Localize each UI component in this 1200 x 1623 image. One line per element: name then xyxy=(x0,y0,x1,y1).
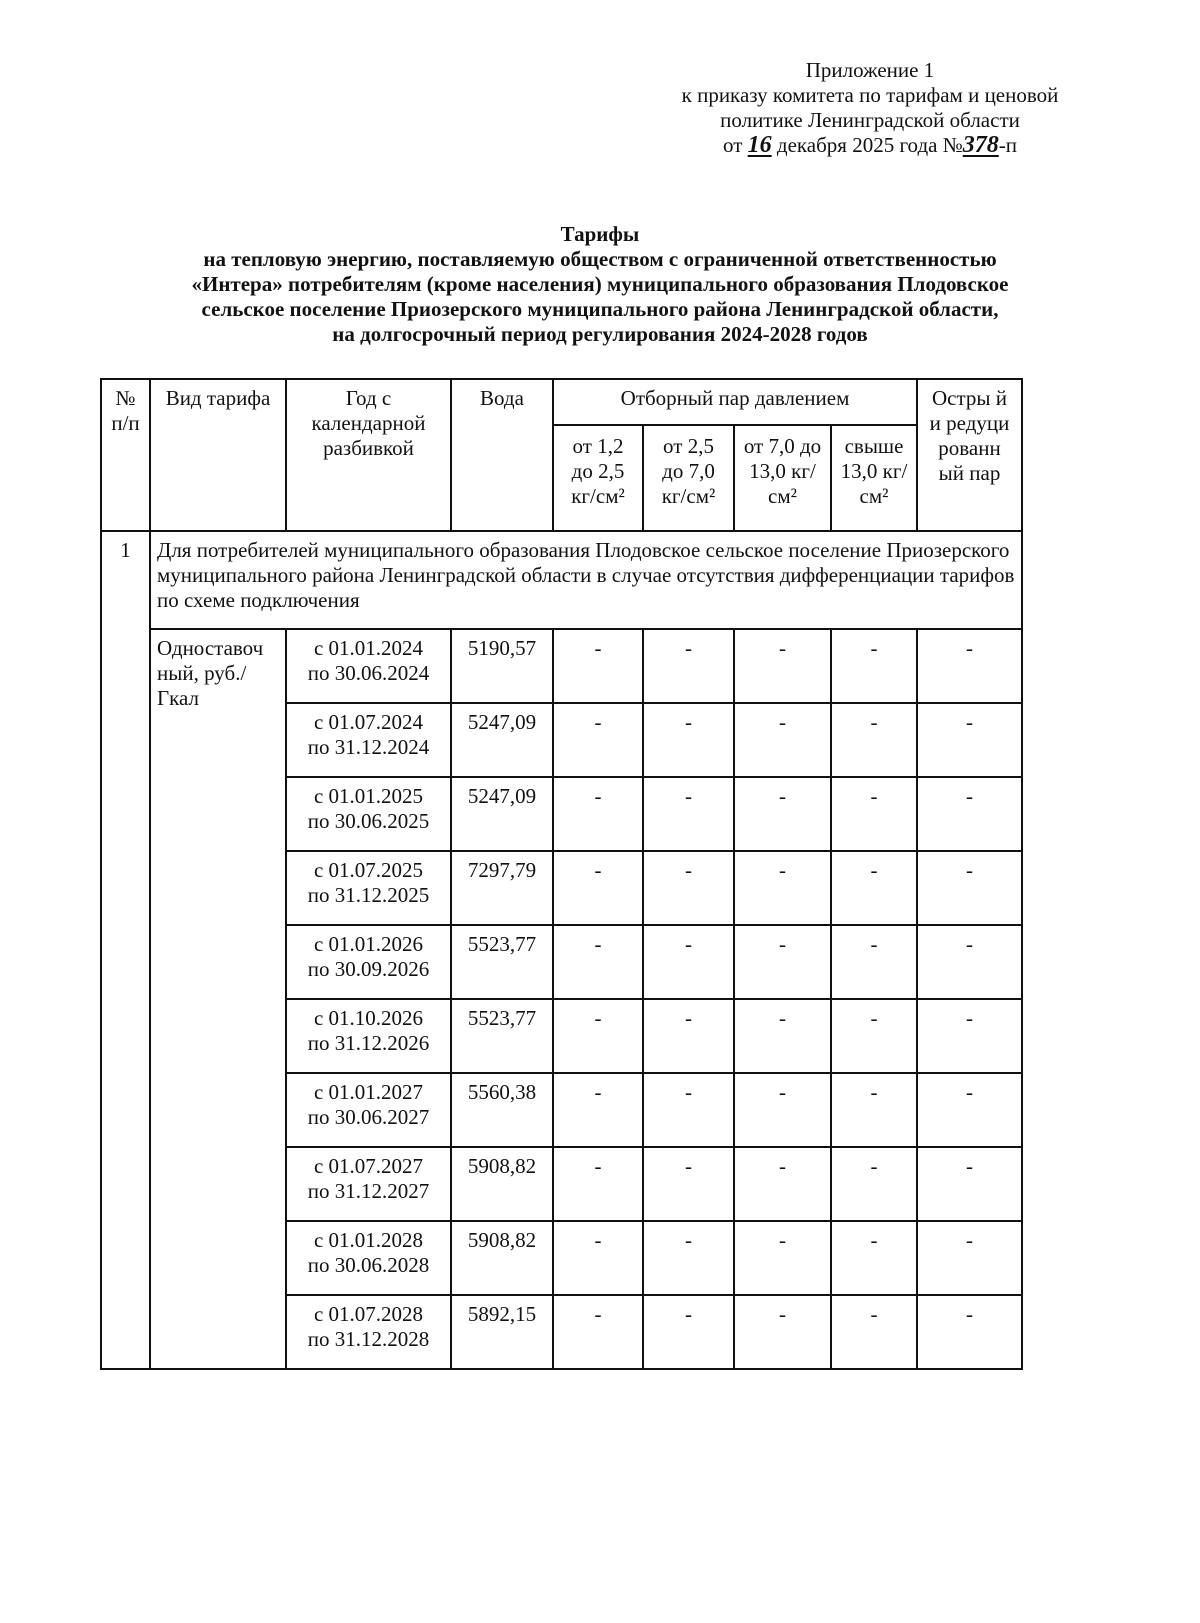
header-pressure-4: свыше 13,0 кг/см² xyxy=(831,425,917,531)
appendix-date-text: декабря 2025 года № xyxy=(776,133,963,157)
empty-value-cell: - xyxy=(643,629,734,703)
empty-value-cell: - xyxy=(553,703,643,777)
empty-value-cell: - xyxy=(831,703,917,777)
empty-value-cell: - xyxy=(831,1147,917,1221)
empty-value-cell: - xyxy=(643,925,734,999)
period-cell xyxy=(286,703,451,777)
title-line-1: на тепловую энергию, поставляемую обществом с ограниченной ответственностью xyxy=(203,247,997,271)
header-pressure-3: от 7,0 до 13,0 кг/см² xyxy=(734,425,831,531)
period-cell xyxy=(286,1073,451,1147)
document-title xyxy=(100,222,1100,347)
empty-value-cell: - xyxy=(917,1147,1022,1221)
water-tariff-cell: 5247,09 xyxy=(451,777,553,851)
order-number: 378 xyxy=(962,132,999,158)
empty-value-cell: - xyxy=(553,999,643,1073)
empty-value-cell: - xyxy=(553,925,643,999)
empty-value-cell: - xyxy=(553,1073,643,1147)
empty-value-cell: - xyxy=(917,1295,1022,1369)
empty-value-cell: - xyxy=(643,999,734,1073)
empty-value-cell: - xyxy=(917,1221,1022,1295)
period-to: по 30.06.2024 xyxy=(307,661,430,685)
empty-value-cell: - xyxy=(643,851,734,925)
empty-value-cell: - xyxy=(831,999,917,1073)
title-line-2: «Интера» потребителям (кроме населения) муниципального образования Плодовское xyxy=(191,272,1009,296)
empty-value-cell: - xyxy=(734,777,831,851)
water-tariff-cell: 5247,09 xyxy=(451,703,553,777)
empty-value-cell: - xyxy=(917,925,1022,999)
section-number: 1 xyxy=(101,531,150,1369)
header-steam: Отборный пар давлением xyxy=(553,379,917,425)
empty-value-cell: - xyxy=(831,1073,917,1147)
period-cell xyxy=(286,1295,451,1369)
header-pressure-1: от 1,2 до 2,5 кг/см² xyxy=(553,425,643,531)
empty-value-cell: - xyxy=(917,629,1022,703)
empty-value-cell: - xyxy=(643,1221,734,1295)
empty-value-cell: - xyxy=(553,629,643,703)
empty-value-cell: - xyxy=(643,703,734,777)
period-to: по 31.12.2026 xyxy=(307,1031,430,1055)
period-cell xyxy=(286,851,451,925)
appendix-from: от xyxy=(723,133,743,157)
period-cell xyxy=(286,1147,451,1221)
empty-value-cell: - xyxy=(643,1295,734,1369)
period-from: с 01.10.2026 xyxy=(313,1006,424,1030)
appendix-line-2: к приказу комитета по тарифам и ценовой xyxy=(681,83,1059,107)
period-from: с 01.01.2027 xyxy=(313,1080,424,1104)
title-line-4: на долгосрочный период регулирования 2024-2028 годов xyxy=(332,322,868,346)
period-from: с 01.01.2025 xyxy=(313,784,424,808)
empty-value-cell: - xyxy=(917,777,1022,851)
title-line-3: сельское поселение Приозерского муниципального района Ленинградской области, xyxy=(201,297,999,321)
empty-value-cell: - xyxy=(831,925,917,999)
empty-value-cell: - xyxy=(917,851,1022,925)
period-from: с 01.07.2024 xyxy=(313,710,424,734)
period-to: по 30.06.2027 xyxy=(307,1105,430,1129)
water-tariff-cell: 5523,77 xyxy=(451,999,553,1073)
tariff-type-cell: Одноставоч ный, руб./Гкал xyxy=(150,629,286,1369)
table-row xyxy=(101,629,1022,703)
empty-value-cell: - xyxy=(917,999,1022,1073)
period-from: с 01.01.2024 xyxy=(313,636,424,660)
empty-value-cell: - xyxy=(734,629,831,703)
period-to: по 30.06.2025 xyxy=(307,809,430,833)
empty-value-cell: - xyxy=(734,1221,831,1295)
period-cell xyxy=(286,1221,451,1295)
empty-value-cell: - xyxy=(643,1073,734,1147)
empty-value-cell: - xyxy=(831,851,917,925)
empty-value-cell: - xyxy=(553,1221,643,1295)
empty-value-cell: - xyxy=(553,1147,643,1221)
period-cell xyxy=(286,999,451,1073)
empty-value-cell: - xyxy=(643,777,734,851)
period-from: с 01.07.2027 xyxy=(313,1154,424,1178)
water-tariff-cell: 5892,15 xyxy=(451,1295,553,1369)
period-from: с 01.07.2028 xyxy=(313,1302,424,1326)
appendix-line-3: политике Ленинградской области xyxy=(720,108,1020,132)
water-tariff-cell: 5190,57 xyxy=(451,629,553,703)
appendix-line-1: Приложение 1 xyxy=(805,58,935,82)
period-cell xyxy=(286,925,451,999)
header-num: № п/п xyxy=(101,379,150,531)
water-tariff-cell: 5523,77 xyxy=(451,925,553,999)
title-heading: Тарифы xyxy=(560,222,640,246)
period-cell xyxy=(286,629,451,703)
appendix-block xyxy=(640,58,1100,158)
empty-value-cell: - xyxy=(734,1295,831,1369)
empty-value-cell: - xyxy=(831,777,917,851)
period-from: с 01.07.2025 xyxy=(313,858,424,882)
header-pressure-2: от 2,5 до 7,0 кг/см² xyxy=(643,425,734,531)
empty-value-cell: - xyxy=(734,999,831,1073)
section-row xyxy=(101,531,1022,629)
tariff-table xyxy=(100,378,1023,1370)
empty-value-cell: - xyxy=(553,1295,643,1369)
empty-value-cell: - xyxy=(553,777,643,851)
period-cell xyxy=(286,777,451,851)
period-from: с 01.01.2026 xyxy=(313,932,424,956)
empty-value-cell: - xyxy=(734,1073,831,1147)
water-tariff-cell: 5560,38 xyxy=(451,1073,553,1147)
water-tariff-cell: 5908,82 xyxy=(451,1147,553,1221)
order-day: 16 xyxy=(747,132,772,158)
order-suffix: -п xyxy=(998,133,1017,157)
appendix-line-4 xyxy=(640,133,1100,158)
header-sharp-steam: Остры й и редуци рованн ый пар xyxy=(917,379,1022,531)
period-to: по 31.12.2028 xyxy=(307,1327,430,1351)
period-to: по 31.12.2025 xyxy=(307,883,430,907)
header-row-1 xyxy=(101,379,1022,425)
empty-value-cell: - xyxy=(831,629,917,703)
empty-value-cell: - xyxy=(917,703,1022,777)
empty-value-cell: - xyxy=(831,1221,917,1295)
header-period: Год с календарной разбивкой xyxy=(286,379,451,531)
water-tariff-cell: 7297,79 xyxy=(451,851,553,925)
empty-value-cell: - xyxy=(734,925,831,999)
header-water: Вода xyxy=(451,379,553,531)
empty-value-cell: - xyxy=(917,1073,1022,1147)
period-to: по 30.06.2028 xyxy=(307,1253,430,1277)
period-from: с 01.01.2028 xyxy=(313,1228,424,1252)
period-to: по 31.12.2027 xyxy=(307,1179,430,1203)
period-to: по 30.09.2026 xyxy=(307,957,430,981)
empty-value-cell: - xyxy=(831,1295,917,1369)
header-type: Вид тарифа xyxy=(150,379,286,531)
empty-value-cell: - xyxy=(734,703,831,777)
empty-value-cell: - xyxy=(643,1147,734,1221)
period-to: по 31.12.2024 xyxy=(307,735,430,759)
empty-value-cell: - xyxy=(734,851,831,925)
empty-value-cell: - xyxy=(734,1147,831,1221)
water-tariff-cell: 5908,82 xyxy=(451,1221,553,1295)
section-description: Для потребителей муниципального образования Плодовское сельское поселение Приозерского муниципального района Ленинградской области в случае отсутствия дифференциации тарифов по схеме подключения xyxy=(150,531,1022,629)
empty-value-cell: - xyxy=(553,851,643,925)
